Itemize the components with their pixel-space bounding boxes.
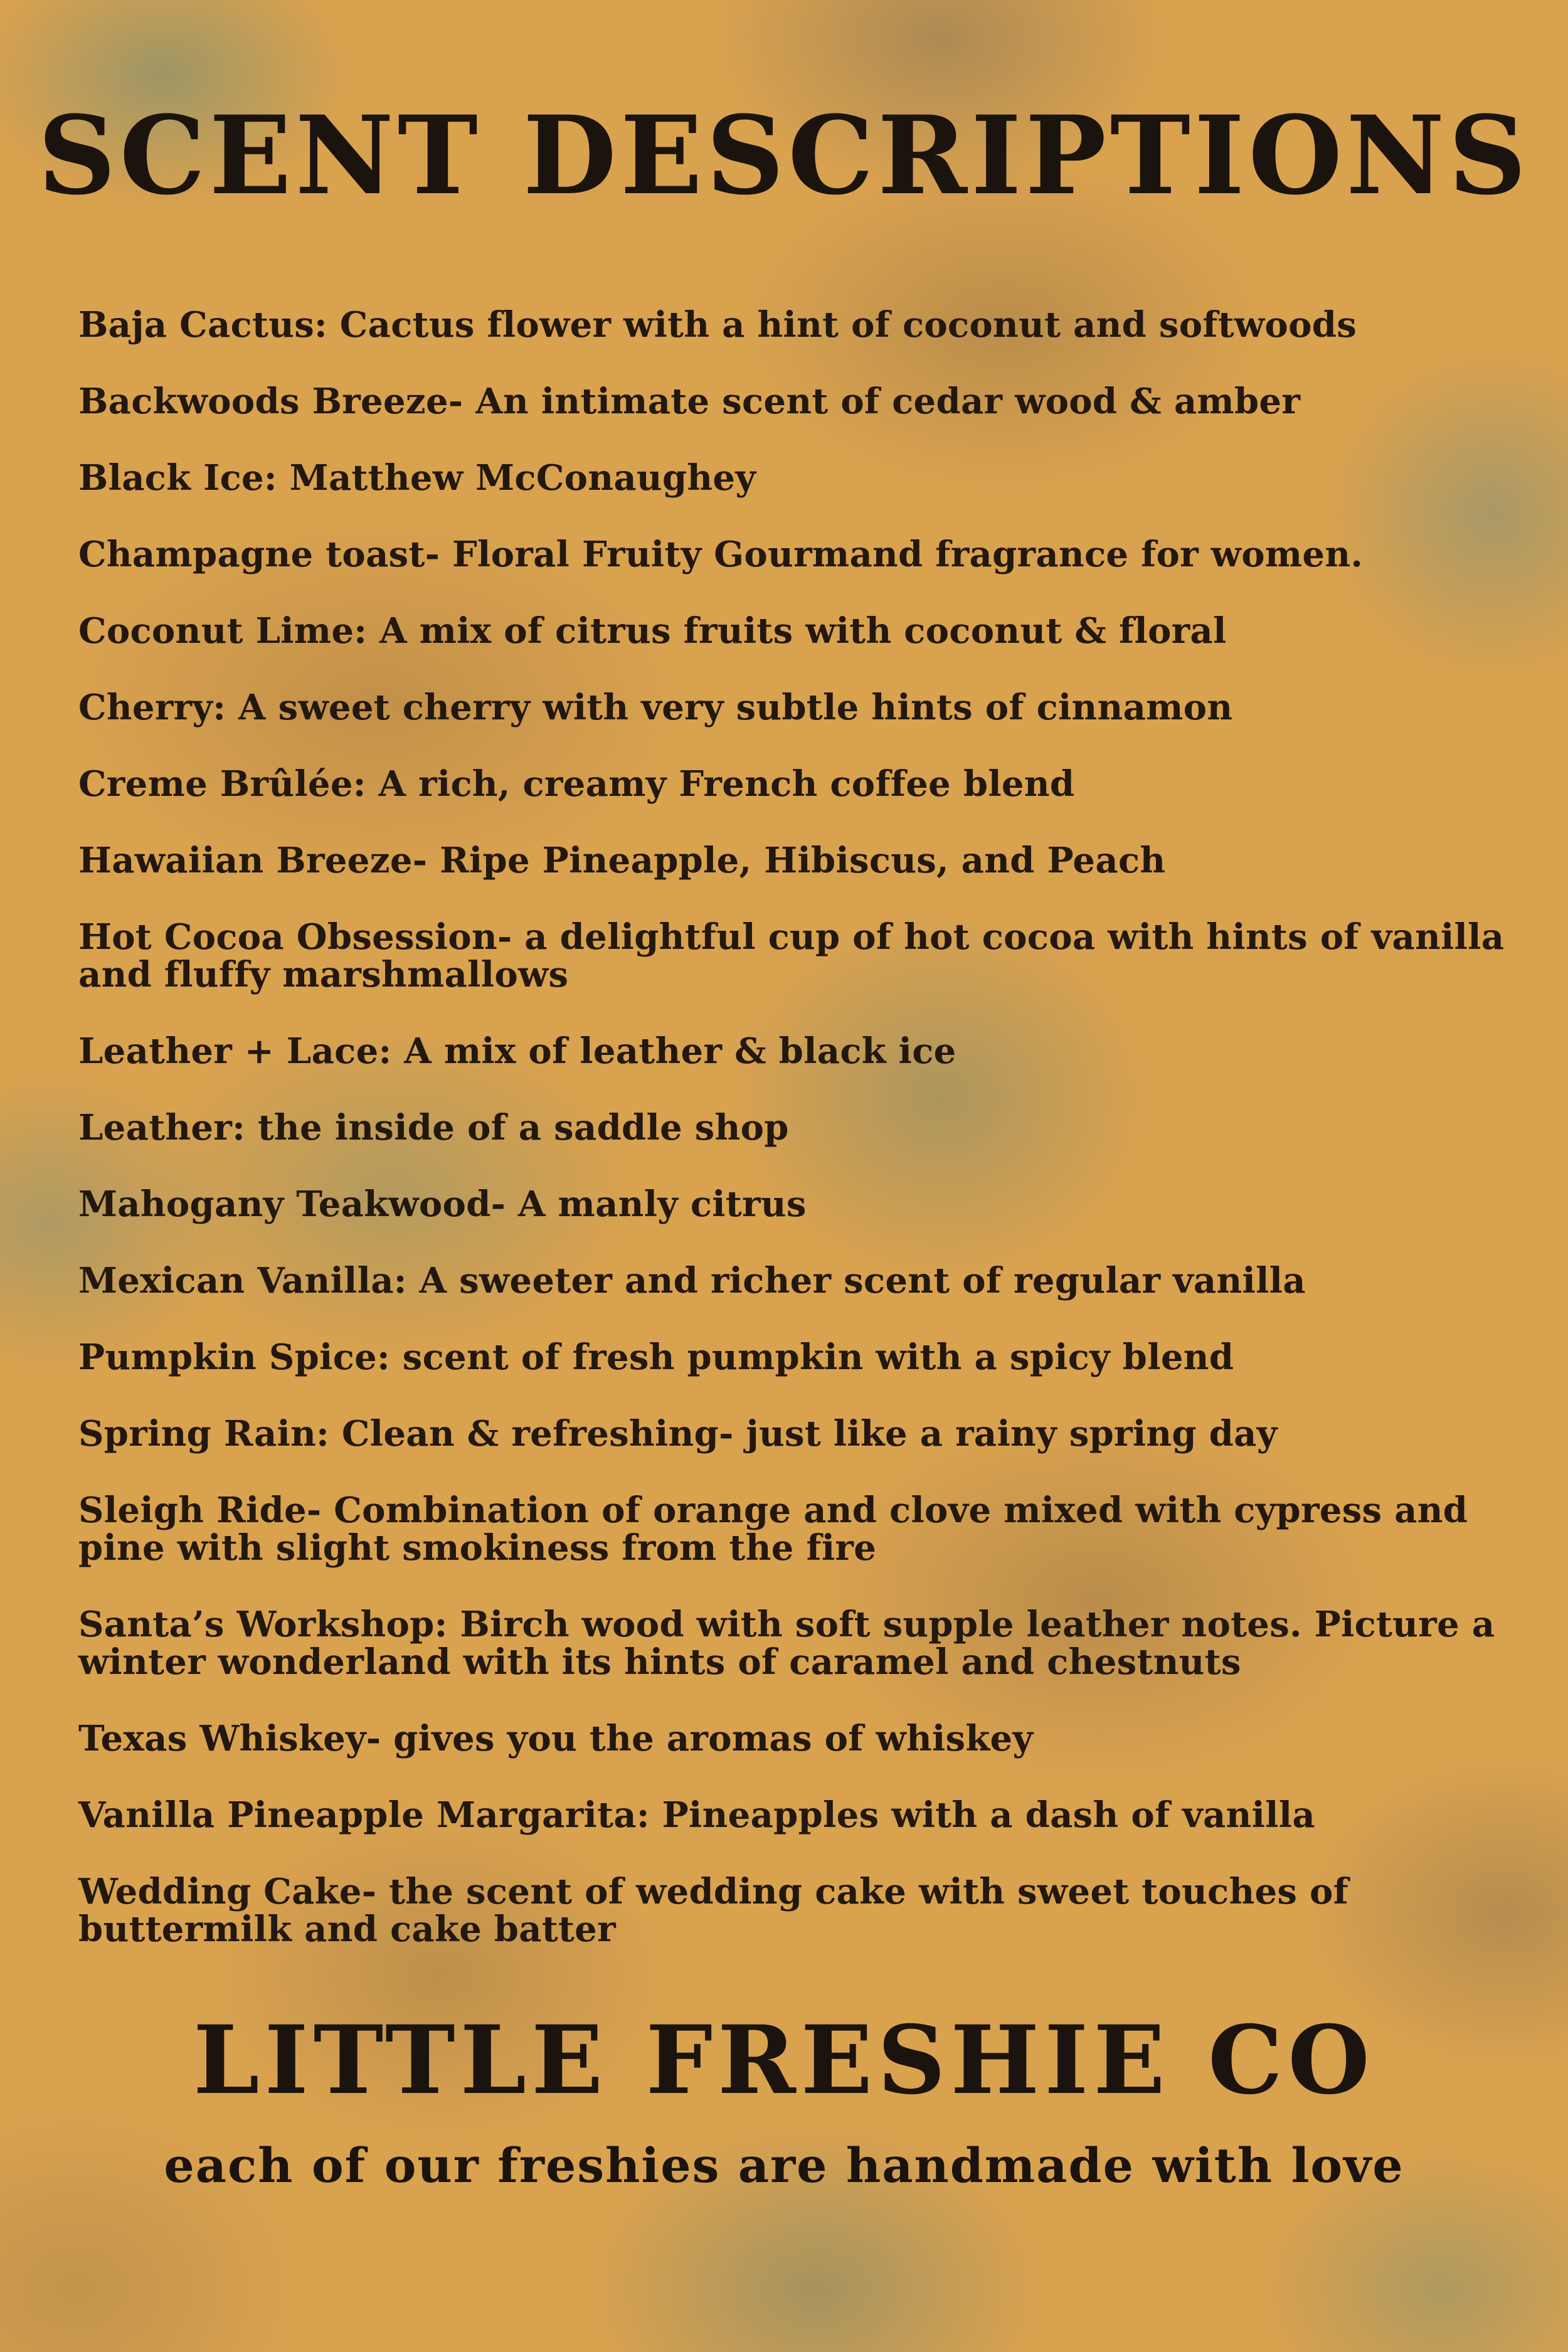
scent-item: Mexican Vanilla: A sweeter and richer scent of regular vanilla <box>78 1260 1306 1301</box>
brand-name: LITTLE FRESHIE CO <box>193 2005 1375 2116</box>
scent-item: Wedding Cake- the scent of wedding cake with sweet touches of buttermilk and cake batter <box>78 1871 1349 1950</box>
scent-item: Baja Cactus: Cactus flower with a hint of coconut and softwoods <box>78 304 1357 346</box>
scent-item: Hot Cocoa Obsession- a delightful cup of hot cocoa with hints of vanilla and fluffy marshmallows <box>78 916 1505 995</box>
scent-item: Champagne toast- Floral Fruity Gourmand fragrance for women. <box>78 534 1364 575</box>
page-title: SCENT DESCRIPTIONS <box>38 92 1530 219</box>
scent-item: Vanilla Pineapple Margarita: Pineapples with a dash of vanilla <box>78 1794 1315 1836</box>
scent-item: Backwoods Breeze- An intimate scent of cedar wood & amber <box>78 381 1301 422</box>
scent-item: Texas Whiskey- gives you the aromas of whiskey <box>78 1718 1034 1759</box>
scent-item: Black Ice: Matthew McConaughey <box>78 457 756 499</box>
scent-item: Leather: the inside of a saddle shop <box>78 1107 789 1148</box>
scent-item: Pumpkin Spice: scent of fresh pumpkin with a spicy blend <box>78 1337 1234 1378</box>
scent-item: Coconut Lime: A mix of citrus fruits with coconut & floral <box>78 610 1227 652</box>
scent-item: Creme Brûlée: A rich, creamy French coffee blend <box>78 763 1075 805</box>
scent-list <box>78 306 1515 1987</box>
scent-item: Spring Rain: Clean & refreshing- just like a rainy spring day <box>78 1413 1278 1454</box>
scent-item: Sleigh Ride- Combination of orange and clove mixed with cypress and pine with slight smokiness from the fire <box>78 1490 1468 1569</box>
scent-item: Santa’s Workshop: Birch wood with soft supple leather notes. Picture a winter wonderland with its hints of caramel and chestnuts <box>78 1604 1495 1683</box>
scent-item: Cherry: A sweet cherry with very subtle hints of cinnamon <box>78 687 1233 728</box>
scent-item: Hawaiian Breeze- Ripe Pineapple, Hibiscus, and Peach <box>78 840 1166 881</box>
tagline: each of our freshies are handmade with love <box>164 2137 1404 2193</box>
scent-item: Mahogany Teakwood- A manly citrus <box>78 1184 807 1225</box>
scent-item: Leather + Lace: A mix of leather & black ice <box>78 1030 956 1072</box>
